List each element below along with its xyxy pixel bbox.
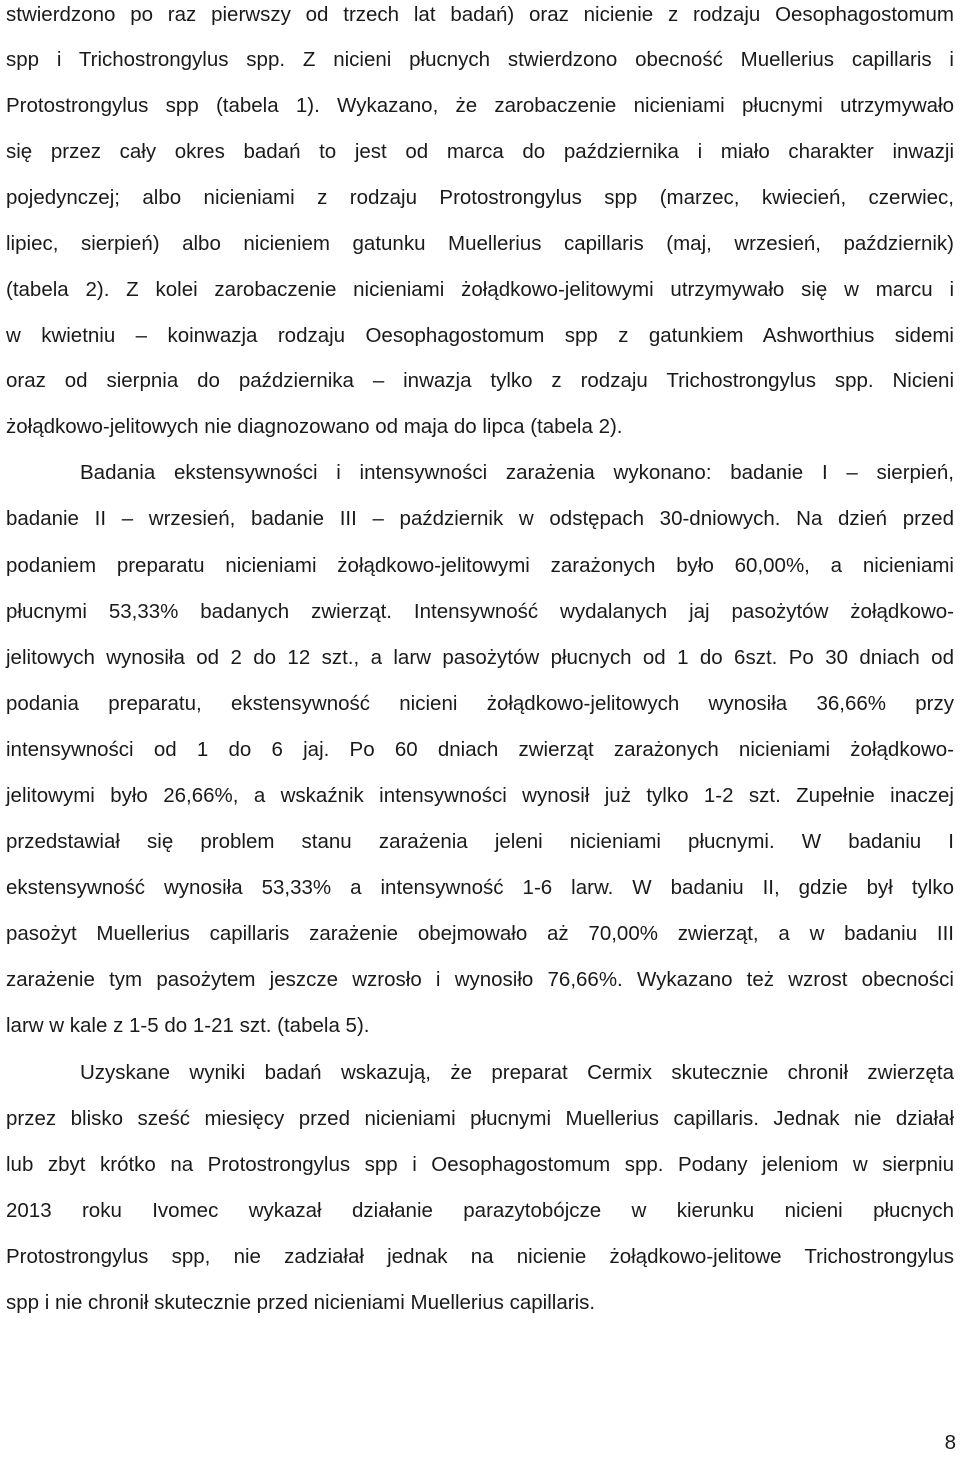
text-line: Protostrongylus spp (tabela 1). Wykazano, że zarobaczenie nicieniami płucnymi utrzymywało	[6, 94, 954, 117]
text-line: intensywności od 1 do 6 jaj. Po 60 dniach zwierząt zarażonych nicieniami żołądkowo-	[6, 738, 954, 761]
text-line: podaniem preparatu nicieniami żołądkowo-jelitowymi zarażonych było 60,00%, a nicieniami	[6, 554, 954, 577]
text-line: 2013 roku Ivomec wykazał działanie parazytobójcze w kierunku nicieni płucnych	[6, 1199, 954, 1222]
text-line: płucnymi 53,33% badanych zwierząt. Intensywność wydalanych jaj pasożytów żołądkowo-	[6, 600, 954, 623]
text-line: badanie II – wrzesień, badanie III – październik w odstępach 30-dniowych. Na dzień przed	[6, 507, 954, 530]
text-line: lub zbyt krótko na Protostrongylus spp i Oesophagostomum spp. Podany jeleniom w sierpniu	[6, 1153, 954, 1176]
text-line: pasożyt Muellerius capillaris zarażenie obejmowało aż 70,00% zwierząt, a w badaniu III	[6, 922, 954, 945]
text-line: ekstensywność wynosiła 53,33% a intensywność 1-6 larw. W badaniu II, gdzie był tylko	[6, 876, 954, 899]
text-line: się przez cały okres badań to jest od marca do października i miało charakter inwazji	[6, 140, 954, 163]
text-line: pojedynczej; albo nicieniami z rodzaju Protostrongylus spp (marzec, kwiecień, czerwiec,	[6, 186, 954, 209]
text-line: spp i nie chronił skutecznie przed nicieniami Muellerius capillaris.	[6, 1291, 596, 1314]
text-line: jelitowych wynosiła od 2 do 12 szt., a larw pasożytów płucnych od 1 do 6szt. Po 30 dniach od	[6, 646, 954, 669]
text-line: lipiec, sierpień) albo nicieniem gatunku Muellerius capillaris (maj, wrzesień, październik)	[6, 232, 954, 255]
text-line: jelitowymi było 26,66%, a wskaźnik intensywności wynosił już tylko 1-2 szt. Zupełnie inaczej	[6, 784, 954, 807]
text-line: zarażenie tym pasożytem jeszcze wzrosło i wynosiło 76,66%. Wykazano też wzrost obecności	[6, 968, 954, 991]
paragraph-first-line: Uzyskane wyniki badań wskazują, że preparat Cermix skutecznie chronił zwierzęta	[80, 1061, 954, 1084]
text-line: przez blisko sześć miesięcy przed nicieniami płucnymi Muellerius capillaris. Jednak nie działał	[6, 1107, 954, 1130]
text-line: (tabela 2). Z kolei zarobaczenie nicieniami żołądkowo-jelitowymi utrzymywało się w marcu i	[6, 278, 954, 301]
text-line: w kwietniu – koinwazja rodzaju Oesophagostomum spp z gatunkiem Ashworthius sidemi	[6, 324, 954, 347]
text-line: podania preparatu, ekstensywność nicieni żołądkowo-jelitowych wynosiła 36,66% przy	[6, 692, 954, 715]
text-line: żołądkowo-jelitowych nie diagnozowano od maja do lipca (tabela 2).	[6, 415, 623, 438]
paragraph-first-line: Badania ekstensywności i intensywności zarażenia wykonano: badanie I – sierpień,	[80, 461, 954, 484]
text-line: przedstawiał się problem stanu zarażenia jeleni nicieniami płucnymi. W badaniu I	[6, 830, 954, 853]
text-line: oraz od sierpnia do października – inwazja tylko z rodzaju Trichostrongylus spp. Nicieni	[6, 369, 954, 392]
text-line: larw w kale z 1-5 do 1-21 szt. (tabela 5).	[6, 1014, 370, 1037]
text-line: spp i Trichostrongylus spp. Z nicieni płucnych stwierdzono obecność Muellerius capillaris i	[6, 48, 954, 71]
page-number: 8	[944, 1431, 956, 1454]
text-line: stwierdzono po raz pierwszy od trzech lat badań) oraz nicienie z rodzaju Oesophagostomum	[6, 3, 954, 26]
text-line: Protostrongylus spp, nie zadziałał jednak na nicienie żołądkowo-jelitowe Trichostrongylus	[6, 1245, 954, 1268]
